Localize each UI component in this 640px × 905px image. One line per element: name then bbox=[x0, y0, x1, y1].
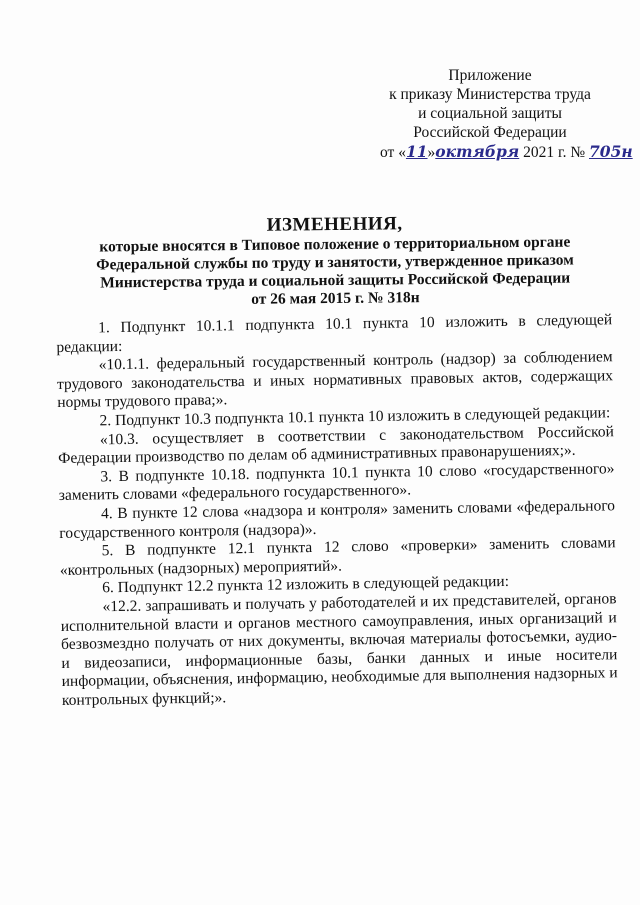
paragraph-5: 5. В подпункте 12.1 пункта 12 слово «проверки» заменить словами «контрольных (надзорных) мероприятий». bbox=[59, 534, 616, 579]
date-year: 2021 г. № bbox=[523, 144, 586, 161]
appendix-ministry-line: и социальной защиты bbox=[418, 105, 562, 122]
document-heading bbox=[90, 213, 581, 310]
heading-line-3: Министерства труда и социальной защиты Российской Федерации bbox=[100, 269, 571, 292]
heading-line-4: от 26 мая 2015 г. № 318н bbox=[251, 289, 420, 308]
appendix-date-line bbox=[360, 142, 633, 162]
date-prefix: от « bbox=[380, 144, 406, 161]
document-body bbox=[56, 311, 618, 710]
heading-line-2: Федеральной службы по труду и занятости, утвержденное приказом bbox=[96, 251, 574, 274]
paragraph-2: 2. Подпункт 10.3 подпункта 10.1 пункта 10 изложить в следующей редакции: bbox=[99, 404, 611, 430]
date-day: 11 bbox=[405, 142, 428, 161]
paragraph-3: 3. В подпункте 10.18. подпункта 10.1 пункта 10 слово «государственного» заменить словами «федерального государственного». bbox=[58, 459, 615, 505]
paragraph-2-quote: «10.3. осуществляет в соответствии с законодательством Российской Федерации производство по делам об административных правонарушениях;». bbox=[58, 422, 614, 468]
paragraph-4: 4. В пункте 12 слова «надзора и контроля» заменить словами «федерального государственного контроля (надзора)». bbox=[59, 497, 616, 542]
order-number: 705н bbox=[589, 142, 633, 161]
heading-line-1: которые вносятся в Типовое положение о территориальном органе bbox=[99, 233, 571, 256]
appendix-title: Приложение bbox=[448, 67, 532, 84]
paragraph-1: 1. Подпункт 10.1.1 подпункта 10.1 пункта 10 изложить в следующей редакции: bbox=[56, 311, 613, 356]
date-mid: » bbox=[427, 144, 436, 161]
paragraph-6-quote: «12.2. запрашивать и получать у работодателей и их представителей, органов исполнительной власти и органов местного самоуправления, иных организаций и безвозмездно получать от них документы, включая материалы фотосъемки, аудио- и видеозаписи, информационные базы, банки данных и иные носители информации, объяснения, информацию, необходимые для выполнения надзорных и контрольных функций;». bbox=[60, 590, 618, 709]
appendix-block bbox=[360, 66, 633, 162]
date-month: октября bbox=[435, 142, 520, 161]
appendix-country-line: Российской Федерации bbox=[413, 124, 567, 141]
heading-title: ИЗМЕНЕНИЯ, bbox=[266, 213, 403, 236]
paragraph-1-quote: «10.1.1. федеральный государственный контроль (надзор) за соблюдением трудового законодательства и иных нормативных правовых актов, содержащих нормы трудового права;». bbox=[56, 348, 614, 412]
paragraph-6: 6. Подпункт 12.2 пункта 12 изложить в следующей редакции: bbox=[102, 573, 510, 597]
appendix-order-line: к приказу Министерства труда bbox=[389, 86, 591, 103]
